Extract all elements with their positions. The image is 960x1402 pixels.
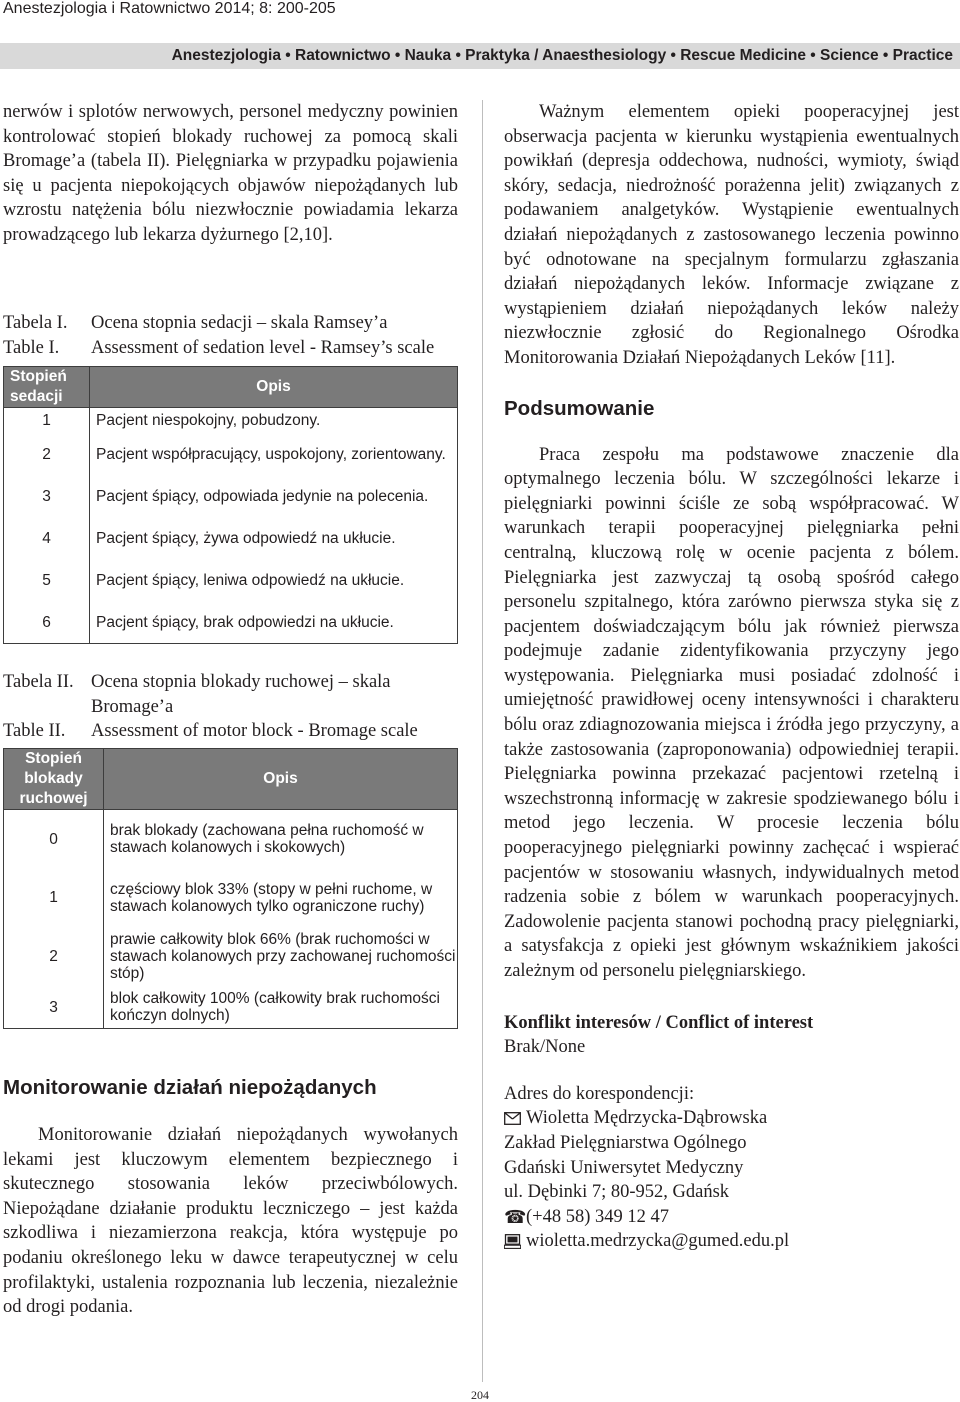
address-unit: Zakład Pielęgniarstwa Ogólnego xyxy=(504,1132,747,1153)
table2-title-en: Assessment of motor block - Bromage scale xyxy=(91,721,418,742)
phone-line xyxy=(504,1205,959,1230)
table-row xyxy=(4,408,458,434)
table2-caption xyxy=(3,670,458,744)
table-cell-level: 6 xyxy=(4,602,90,644)
journal-reference: Anestezjologia i Ratownictwo 2014; 8: 200-205 xyxy=(3,0,336,17)
address-university: Gdański Uniwersytet Medyczny xyxy=(504,1157,744,1178)
monitoring-heading: Monitorowanie działań niepożądanych xyxy=(3,1075,377,1099)
column-header-level: Stopień blokady ruchowej xyxy=(4,748,104,809)
table-cell-desc: Pacjent śpiący, żywa odpowiedź na ukłucie. xyxy=(90,518,458,560)
table-cell-desc: Pacjent niespokojny, pobudzony. xyxy=(90,408,458,434)
table-row xyxy=(4,602,458,644)
table1-title-pl: Ocena stopnia sedacji – skala Ramsey’a xyxy=(91,313,388,333)
column-header-desc: Opis xyxy=(104,748,458,809)
left-column xyxy=(3,100,458,1320)
table-cell-level: 5 xyxy=(4,560,90,602)
computer-icon xyxy=(504,1234,526,1249)
motor-block-table xyxy=(3,748,458,1029)
phone-number: (+48 58) 349 12 47 xyxy=(526,1206,670,1227)
table-cell-level: 3 xyxy=(4,476,90,518)
correspondent-name: Wioletta Mędrzycka-Dąbrowska xyxy=(526,1108,768,1129)
correspondence-block xyxy=(504,1082,959,1254)
table-cell-desc: Pacjent śpiący, leniwa odpowiedź na ukłucie. xyxy=(90,560,458,602)
summary-paragraph: Praca zespołu ma podstawowe znaczenie dla optymalnego leczenia bólu. W szczególności lekarze i pielęgniarki powinni ściśle ze sobą współpracować. W warunkach terapii pooperacyjnej pielęgniarka pełni centralną, kluczową rolę w ocenie pacjenta z bólem. Pielęgniarka jest zazwyczaj tą osobą spośród całego personelu szpitalnego, która zarówno pierwsza styka się z pacjentem doświadczającym bólu jak również pierwsza podejmuje zadanie zidentyfikowania przyczyny jego występowania. Pielęgniarka musi posiadać zdolność i umiejętność prawidłowej oceny intensywności i charakteru bólu oraz zdiagnozowania miejsca i źródła jego przyczyny, a także zastosowania (zaproponowania) odpowiedniej terapii. Pielęgniarka powinna przekazać pacjentowi rzetelną i wszechstronną informację w zakresie spodziewanego bólu i metod jego leczenia. W procesie leczenia bólu pooperacyjnego pielęgniarki powinny zachęcać i wspierać pacjentów w stosowaniu własnych, indywidualnych metod radzenia sobie z bólem w warunkach pooperacyjnych. Zadowolenie pacjenta stanowi pochodną pracy pielęgniarki, a satysfakcja z opieki jest głównym wskaźnikiem jakości zależnym od personelu pielęgniarskiego. xyxy=(504,444,959,981)
page-number: 204 xyxy=(471,1388,489,1402)
conflict-value: Brak/None xyxy=(504,1037,586,1058)
table-cell-level: 1 xyxy=(4,868,104,927)
table-header-row xyxy=(4,367,458,408)
table-cell-desc: częściowy blok 33% (stopy w pełni ruchome, w stawach kolanowych tylko ograniczone ruchy) xyxy=(104,868,458,927)
table-header-row xyxy=(4,748,458,809)
right-column xyxy=(504,100,959,1254)
phone-icon: ☎ xyxy=(504,1206,527,1227)
column-header-level: Stopień sedacji xyxy=(4,367,90,408)
table2-label-pl: Tabela II. xyxy=(3,672,74,693)
table-cell-desc: Pacjent śpiący, odpowiada jedynie na polecenia. xyxy=(90,476,458,518)
table-row xyxy=(4,986,458,1028)
table-cell-level: 2 xyxy=(4,927,104,986)
table2-label-en: Table II. xyxy=(3,721,66,742)
table-cell-desc: Pacjent śpiący, brak odpowiedzi na ukłucie. xyxy=(90,602,458,644)
table-cell-level: 3 xyxy=(4,986,104,1028)
table-cell-level: 2 xyxy=(4,434,90,476)
table-row xyxy=(4,476,458,518)
journal-banner: Anestezjologia • Ratownictwo • Nauka • Praktyka / Anaesthesiology • Rescue Medicine • Science • Practice xyxy=(0,43,960,69)
table-cell-level: 4 xyxy=(4,518,90,560)
intro-paragraph: nerwów i splotów nerwowych, personel medyczny powinien kontrolować stopień blokady ruchowej za pomocą skali Bromage’a (tabela II). Pielęgniarka w przypadku pojawienia się u pacjenta niepokojących objawów niepożądanych lub wzrostu natężenia bólu niezwłocznie powiadamia lekarza prowadzącego lub lekarza dyżurnego [2,10]. xyxy=(3,102,458,245)
column-divider xyxy=(482,100,483,1382)
conflict-heading: Konflikt interesów / Conflict of interest xyxy=(504,1012,814,1033)
correspondence-label: Adres do korespondencji: xyxy=(504,1083,695,1104)
address-street: ul. Dębinki 7; 80-952, Gdańsk xyxy=(504,1182,730,1203)
table-row xyxy=(4,434,458,476)
monitoring-paragraph: Monitorowanie działań niepożądanych wywołanych lekami jest kluczowym elementem bezpiecznego i skutecznego stosowania leków przeciwbólowych. Niepożądane działanie produktu leczniczego – jest każda szkodliwa i niezamierzona reakcja, która występuje po podaniu określonego leku w dawce terapeutycznej w celu profilaktyki, ustalenia rozpoznania lub leczenia, niezależnie od drogi podania. xyxy=(3,1124,458,1318)
summary-heading: Podsumowanie xyxy=(504,396,655,420)
table-cell-desc: Pacjent współpracujący, uspokojony, zorientowany. xyxy=(90,434,458,476)
table2-title-pl: Ocena stopnia blokady ruchowej – skala Bromage’a xyxy=(91,672,391,717)
table1-title-en: Assessment of sedation level - Ramsey’s scale xyxy=(91,337,435,358)
table-row xyxy=(4,518,458,560)
table-row xyxy=(4,927,458,986)
table-row xyxy=(4,809,458,868)
envelope-icon xyxy=(504,1112,526,1125)
table-cell-desc: brak blokady (zachowana pełna ruchomość w stawach kolanowych i skokowych) xyxy=(104,809,458,868)
table-row xyxy=(4,868,458,927)
table-cell-level: 0 xyxy=(4,809,104,868)
sedation-table xyxy=(3,366,458,644)
table1-label-en: Table I. xyxy=(3,337,60,358)
email-address[interactable]: wioletta.medrzycka@gumed.edu.pl xyxy=(526,1231,790,1252)
correspondent-name-line xyxy=(504,1106,959,1131)
table-cell-desc: blok całkowity 100% (całkowity brak ruchomości kończyn dolnych) xyxy=(104,986,458,1028)
table-row xyxy=(4,560,458,602)
table1-label-pl: Tabela I. xyxy=(3,313,68,333)
column-header-desc: Opis xyxy=(90,367,458,408)
table1-caption xyxy=(3,311,458,360)
adverse-effects-paragraph: Ważnym elementem opieki pooperacyjnej jest obserwacja pacjenta w kierunku wystąpienia ewentualnych powikłań (depresja oddechowa, nudności, wymioty, świąd skóry, sedacja, niedrożność porażenna jelit) związanych z podawaniem analgetyków. Wystąpienie ewentualnych działań niepożądanych z zastosowanego leczenia powinno być odnotowane na specjalnym formularzu zgłaszania działań niepożądanych leków. Informacje związane z wystąpieniem działań niepożądanych leków należy niezwłocznie zgłosić do Regionalnego Ośrodka Monitorowania Działań Niepożądanych Leków [11]. xyxy=(504,102,959,368)
email-line xyxy=(504,1229,959,1254)
table-cell-desc: prawie całkowity blok 66% (brak ruchomości w stawach kolanowych przy zachowanej ruchomości stóp) xyxy=(104,927,458,986)
table-cell-level: 1 xyxy=(4,408,90,434)
